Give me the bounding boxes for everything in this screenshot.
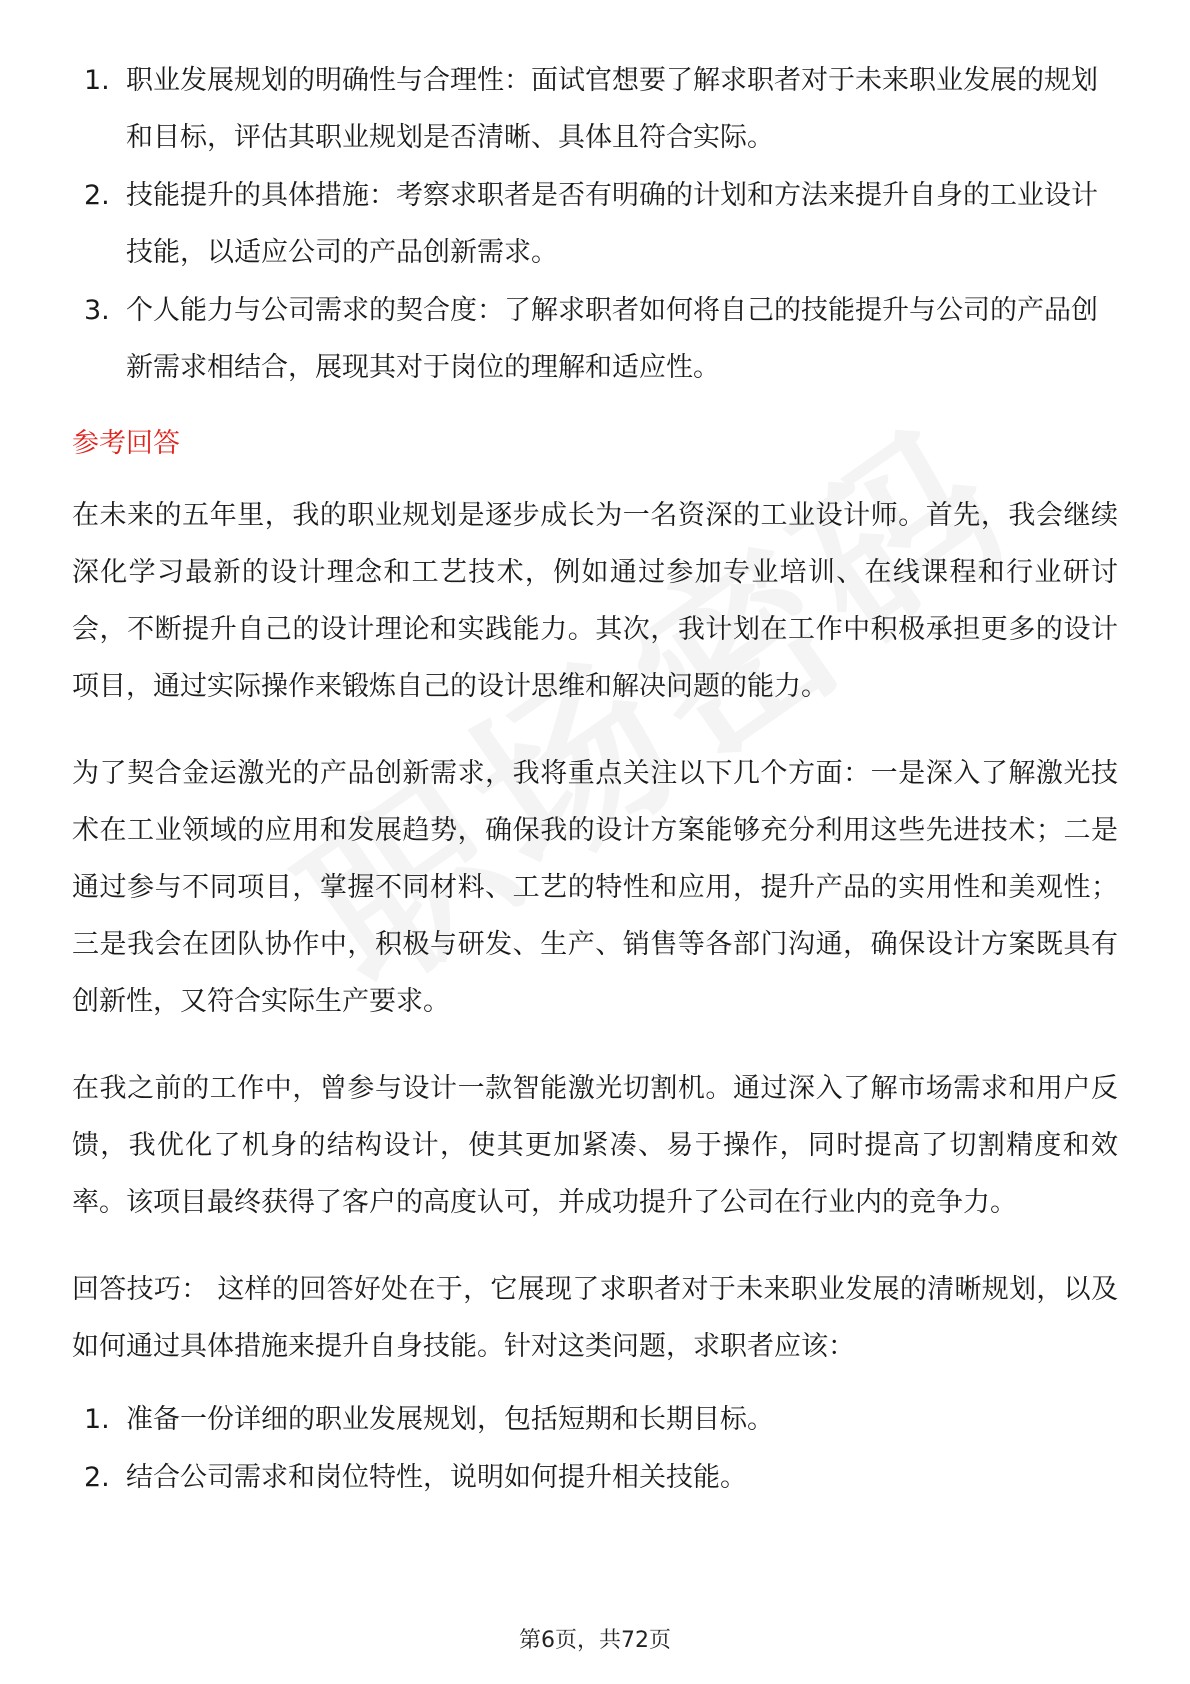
list-item-number: 1. — [84, 1404, 110, 1435]
list-item — [72, 52, 1118, 166]
list-item-text: 职业发展规划的明确性与合理性：面试官想要了解求职者对于未来职业发展的规划和目标，评估其职业规划是否清晰、具体且符合实际。 — [126, 65, 1098, 153]
list-item-number: 3. — [84, 295, 110, 326]
section-title: 参考回答 — [72, 428, 180, 459]
answer-paragraph: 在未来的五年里，我的职业规划是逐步成长为一名资深的工业设计师。首先，我会继续深化学习最新的设计理念和工艺技术，例如通过参加专业培训、在线课程和行业研讨会，不断提升自己的设计理论和实践能力。其次，我计划在工作中积极承担更多的设计项目，通过实际操作来锻炼自己的设计思维和解决问题的能力。 — [72, 500, 1118, 702]
tip-paragraph: 回答技巧： 这样的回答好处在于，它展现了求职者对于未来职业发展的清晰规划，以及如何通过具体措施来提升自身技能。针对这类问题，求职者应该： — [72, 1274, 1118, 1362]
list-item-number: 2. — [84, 180, 110, 211]
list-item-number: 2. — [84, 1462, 110, 1493]
list-item-text: 结合公司需求和岗位特性，说明如何提升相关技能。 — [126, 1462, 747, 1493]
list-item-text: 准备一份详细的职业发展规划，包括短期和长期目标。 — [126, 1404, 774, 1435]
list-item-number: 1. — [84, 65, 110, 96]
page-footer: 第6页，共72页 — [519, 1628, 671, 1653]
list-item-text: 个人能力与公司需求的契合度：了解求职者如何将自己的技能提升与公司的产品创新需求相结合，展现其对于岗位的理解和适应性。 — [126, 295, 1098, 383]
evaluation-points-list — [72, 52, 1118, 396]
answer-paragraph: 在我之前的工作中，曾参与设计一款智能激光切割机。通过深入了解市场需求和用户反馈，我优化了机身的结构设计，使其更加紧凑、易于操作，同时提高了切割精度和效率。该项目最终获得了客户的高度认可，并成功提升了公司在行业内的竞争力。 — [72, 1073, 1118, 1218]
list-item — [72, 282, 1118, 396]
list-item-text: 技能提升的具体措施：考察求职者是否有明确的计划和方法来提升自身的工业设计技能，以适应公司的产品创新需求。 — [126, 180, 1098, 268]
list-item — [72, 1449, 1118, 1506]
list-item — [72, 167, 1118, 281]
list-item — [72, 1391, 1118, 1448]
advice-list — [72, 1391, 1118, 1506]
page-content — [72, 52, 1118, 1507]
answer-paragraph: 为了契合金运激光的产品创新需求，我将重点关注以下几个方面：一是深入了解激光技术在工业领域的应用和发展趋势，确保我的设计方案能够充分利用这些先进技术；二是通过参与不同项目，掌握不同材料、工艺的特性和应用，提升产品的实用性和美观性；三是我会在团队协作中，积极与研发、生产、销售等各部门沟通，确保设计方案既具有创新性，又符合实际生产要求。 — [72, 758, 1118, 1017]
